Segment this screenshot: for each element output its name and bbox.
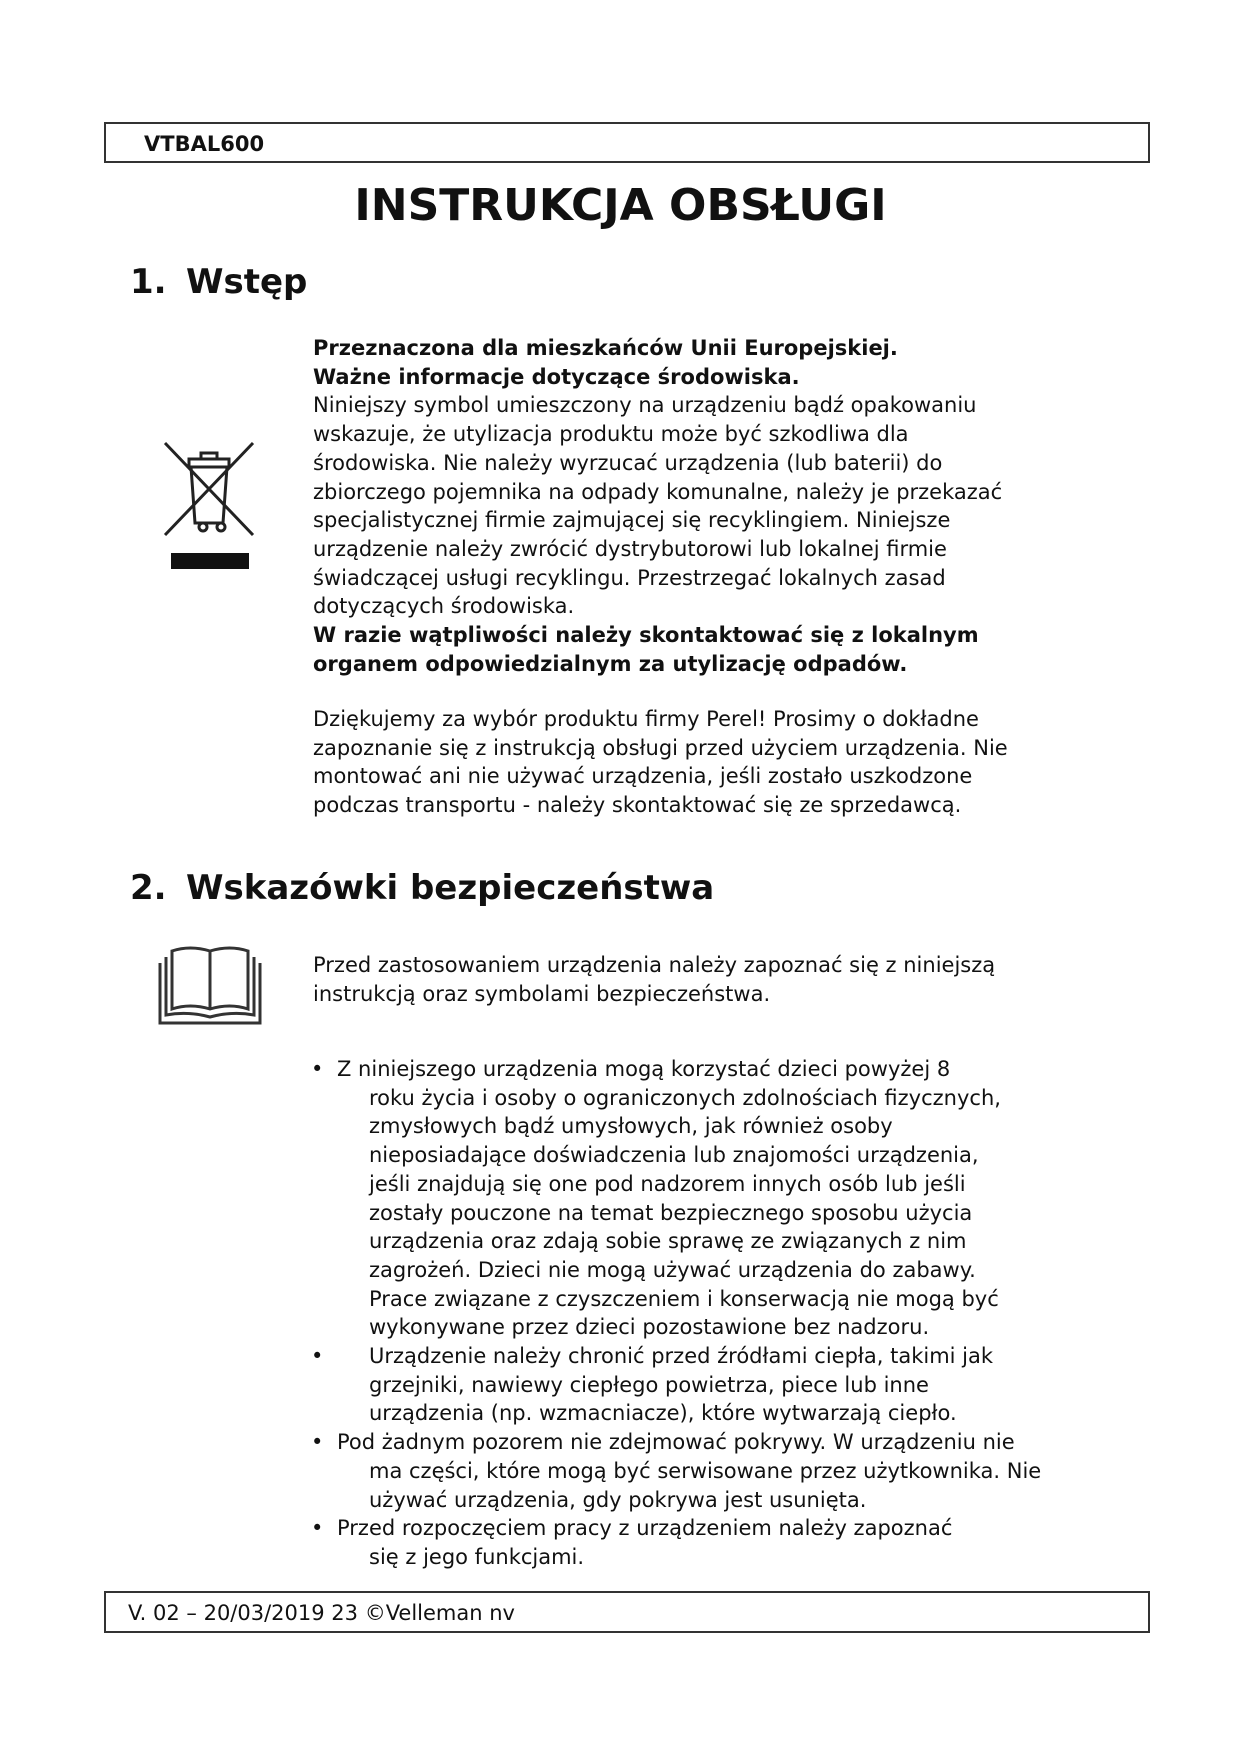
bullet-icon: • <box>311 1057 324 1081</box>
text-line: dotyczących środowiska. <box>313 594 575 619</box>
footer-text: V. 02 – 20/03/2019 23 ©Velleman nv <box>128 1601 515 1625</box>
bullet-icon: • <box>311 1430 324 1455</box>
bullet-item-text: ma części, które mogą być serwisowane przez użytkownika. Nie <box>369 1458 1042 1483</box>
model-name: VTBAL600 <box>144 132 265 156</box>
text-line: Przeznaczona dla mieszkańców Unii Europejskiej. <box>313 336 898 360</box>
text-line: specjalistycznej firmie zajmującej się recyklingiem. Niniejsze <box>313 508 951 533</box>
thanks-paragraph <box>313 705 1008 820</box>
bullet-item-text: zagrożeń. Dzieci nie mogą używać urządzenia do zabawy. <box>369 1257 976 1282</box>
section-1-heading <box>130 262 307 302</box>
text-line: wskazuje, że utylizacja produktu może być szkodliwa dla <box>313 422 909 447</box>
safety-intro <box>313 951 995 1008</box>
text-line: montować ani nie używać urządzenia, jeśli zostało uszkodzone <box>313 764 973 789</box>
page-footer <box>104 1591 1150 1633</box>
bullet-item-text: wykonywane przez dzieci pozostawione bez nadzoru. <box>369 1315 930 1340</box>
text-line: podczas transportu - należy skontaktować się ze sprzedawcą. <box>313 793 962 818</box>
bullet-icon: • <box>311 1516 324 1541</box>
text-line: organem odpowiedzialnym za utylizację odpadów. <box>313 651 908 676</box>
section-number: 2. <box>130 868 167 908</box>
environment-info <box>313 334 1002 678</box>
document-title: INSTRUKCJA OBSŁUGI <box>354 180 887 231</box>
text-line: W razie wątpliwości należy skontaktować się z lokalnym <box>313 623 979 648</box>
bullet-icon: • <box>311 1344 324 1368</box>
bullet-item-text: używać urządzenia, gdy pokrywa jest usunięta. <box>369 1487 867 1512</box>
section-number: 1. <box>130 262 167 302</box>
read-manual-book-icon <box>158 943 262 1025</box>
bullet-item-text: jeśli znajdują się one pod nadzorem innych osób lub jeśli <box>369 1171 966 1196</box>
section-title: Wskazówki bezpieczeństwa <box>186 868 715 908</box>
text-line: zapoznanie się z instrukcją obsługi przed użyciem urządzenia. Nie <box>313 735 1008 760</box>
page-header <box>104 122 1150 163</box>
bullet-item-text: się z jego funkcjami. <box>369 1544 585 1569</box>
text-line: Przed zastosowaniem urządzenia należy zapoznać się z niniejszą <box>313 953 996 977</box>
text-line: środowiska. Nie należy wyrzucać urządzenia (lub baterii) do <box>313 450 943 475</box>
text-line: urządzenie należy zwrócić dystrybutorowi lub lokalnej firmie <box>313 536 947 561</box>
text-line: świadczącej usługi recyklingu. Przestrzegać lokalnych zasad <box>313 565 946 590</box>
text-line: Dziękujemy za wybór produktu firmy Perel! Prosimy o dokładne <box>313 707 979 731</box>
bullet-item-text: roku życia i osoby o ograniczonych zdolnościach fizycznych, <box>369 1085 1001 1110</box>
text-line: Ważne informacje dotyczące środowiska. <box>313 364 800 389</box>
bullet-item-text: Pod żadnym pozorem nie zdejmować pokrywy. W urządzeniu nie <box>337 1430 1015 1455</box>
bullet-item-text: Z niniejszego urządzenia mogą korzystać dzieci powyżej 8 <box>337 1057 951 1081</box>
bullet-item-text: urządzenia oraz zdają sobie sprawę ze związanych z nim <box>369 1229 967 1254</box>
section-2-heading <box>130 868 714 908</box>
bullet-item-text: Przed rozpoczęciem pracy z urządzeniem należy zapoznać <box>337 1516 953 1541</box>
bullet-item-text: Urządzenie należy chronić przed źródłami ciepła, takimi jak <box>369 1344 994 1368</box>
bullet-item-text: urządzenia (np. wzmacniacze), które wytwarzają ciepło. <box>369 1401 957 1426</box>
text-line: zbiorczego pojemnika na odpady komunalne, należy je przekazać <box>313 479 1003 504</box>
bullet-item-text: zostały pouczone na temat bezpiecznego sposobu użycia <box>369 1200 973 1225</box>
bullet-item-text: Prace związane z czyszczeniem i konserwacją nie mogą być <box>369 1286 999 1311</box>
bullet-item-text: nieposiadające doświadczenia lub znajomości urządzenia, <box>369 1143 979 1168</box>
section-title: Wstęp <box>186 262 308 302</box>
text-line: Niniejszy symbol umieszczony na urządzeniu bądź opakowaniu <box>313 393 977 418</box>
text-line: instrukcją oraz symbolami bezpieczeństwa. <box>313 981 771 1006</box>
weee-crossed-bin-icon <box>163 439 259 575</box>
bullet-item-text: zmysłowych bądź umysłowych, jak również osoby <box>369 1114 893 1139</box>
bullet-item-text: grzejniki, nawiewy ciepłego powietrza, piece lub inne <box>369 1372 929 1397</box>
